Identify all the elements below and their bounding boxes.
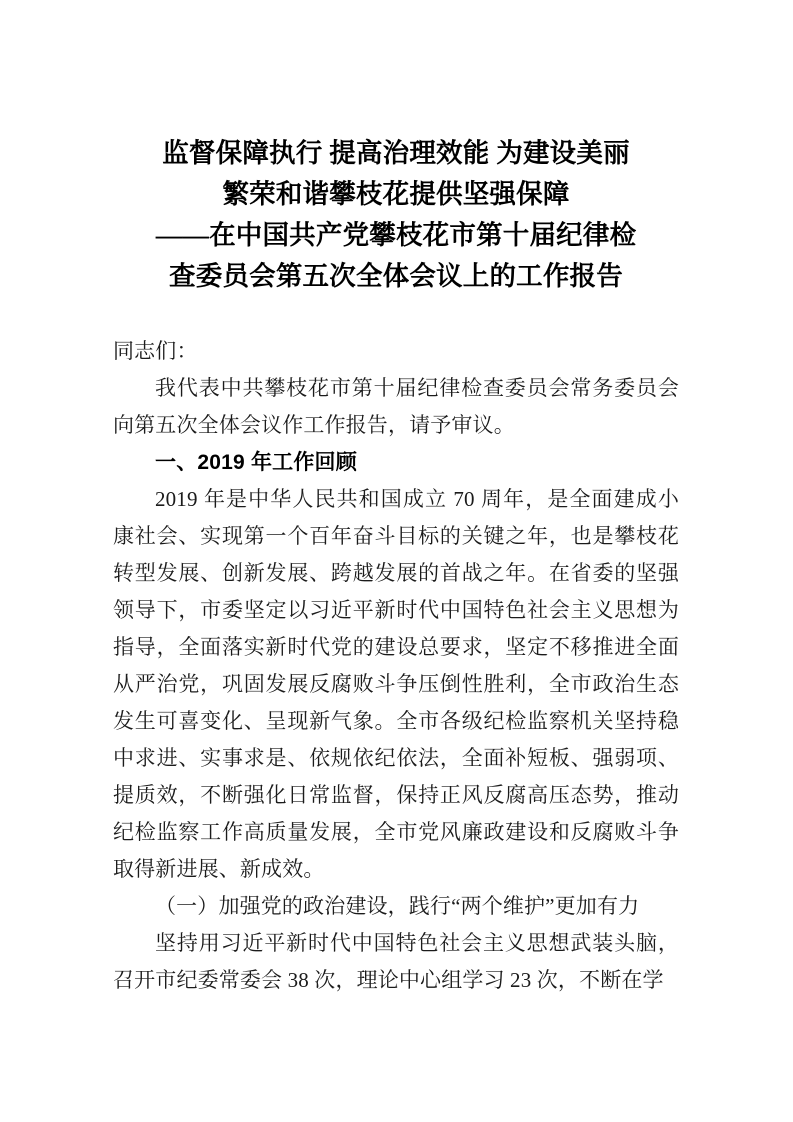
page-content — [113, 0, 679, 999]
opening-paragraph: 我代表中共攀枝花市第十届纪律检查委员会常务委员会向第五次全体会议作工作报告，请予审议。 — [113, 376, 679, 437]
section-one-paragraph: 2019 年是中华人民共和国成立 70 周年，是全面建成小康社会、实现第一个百年奋斗目标的关键之年，也是攀枝花转型发展、创新发展、跨越发展的首战之年。在省委的坚强领导下，市委坚定以习近平新时代中国特色社会主义思想为指导，全面落实新时代党的建设总要求，坚定不移推进全面从严治党，巩固发展反腐败斗争压倒性胜利，全市政治生态发生可喜变化、呈现新气象。全市各级纪检监察机关坚持稳中求进、实事求是、依规依纪依法，全面补短板、强弱项、提质效，不断强化日常监督，保持正风反腐高压态势，推动纪检监察工作高质量发展，全市党风廉政建设和反腐败斗争取得新进展、新成效。 — [113, 487, 679, 881]
salutation: 同志们： — [113, 339, 198, 363]
subsection-one-paragraph: 坚持用习近平新时代中国特色社会主义思想武装头脑，召开市纪委常委会 38 次，理论中心组学习 23 次，不断在学 — [113, 931, 679, 992]
subtitle-line-2: 查委员会第五次全体会议上的工作报告 — [169, 261, 623, 291]
title-line-1: 监督保障执行 提高治理效能 为建设美丽 — [162, 138, 630, 168]
document-body — [113, 333, 679, 999]
document-title-block — [113, 0, 679, 297]
subsection-heading-one: （一）加强党的政治建设，践行“两个维护”更加有力 — [155, 894, 640, 918]
section-heading-one: 一、2019 年工作回顾 — [155, 451, 357, 474]
subtitle-line-1: ——在中国共产党攀枝花市第十届纪律检 — [155, 220, 637, 250]
title-line-2: 繁荣和谐攀枝花提供坚强保障 — [222, 179, 570, 209]
